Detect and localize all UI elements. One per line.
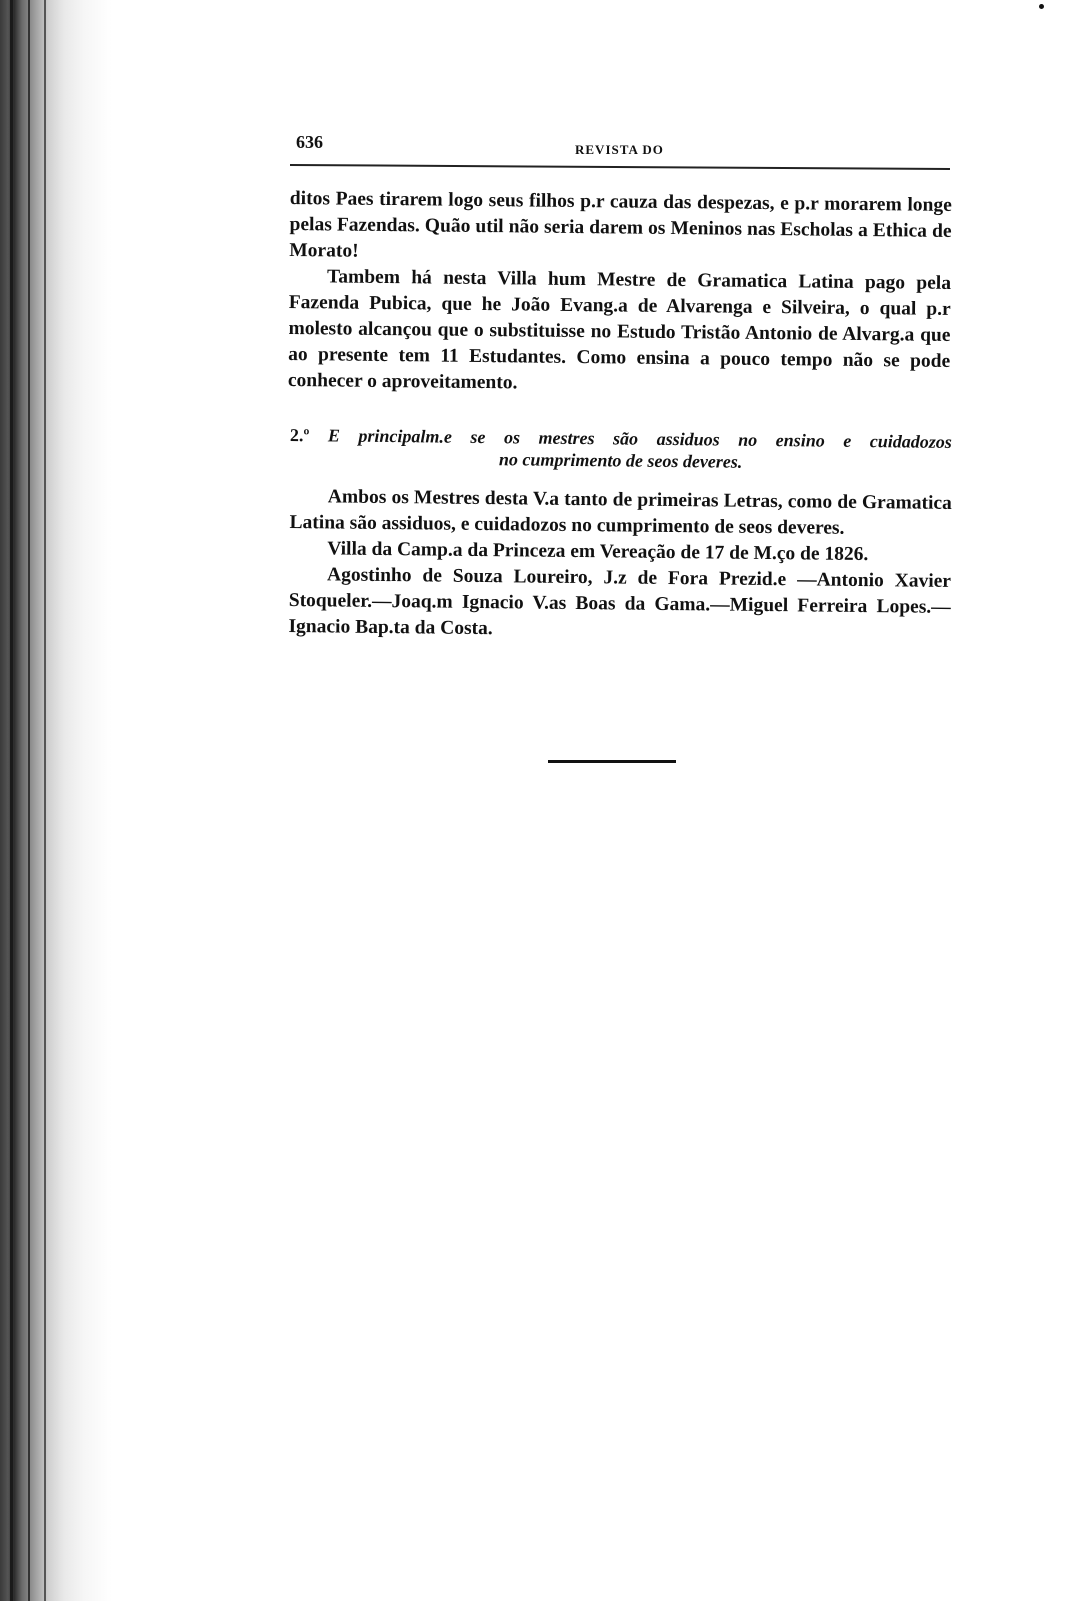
book-page bbox=[287, 128, 960, 640]
paragraph-signatures: Agostinho de Souza Loureiro, J.z de Fora Prezid.e —Antonio Xavier Stoqueler.—Joaq.m Ignacio V.as Boas da Gama.—Miguel Ferreira Lopes.—Ignacio Bap.ta da Costa. bbox=[288, 564, 952, 640]
paragraph-continuation: ditos Paes tirarem logo seus filhos p.r cauza das despezas, e p.r morarem longe pelas Fazendas. Quão util não seria darem os Meninos nas Escholas a Ethica de Morato! bbox=[289, 187, 952, 262]
section-question: E principalm.e se os mestres são assiduos no ensino e cuidadozos bbox=[327, 425, 952, 452]
section-heading-line2: no cumprimento de seos deveres. bbox=[498, 449, 743, 472]
end-rule bbox=[548, 760, 676, 763]
paragraph-date-place: Villa da Camp.a da Princeza em Vereação de 17 de M.ço de 1826. bbox=[327, 538, 869, 566]
paragraph-masters-assiduous: Ambos os Mestres desta V.a tanto de primeiras Letras, como de Gramatica Latina são assiduos, e cuidadozos no cumprimento de seos deveres. bbox=[289, 486, 952, 539]
section-heading bbox=[290, 424, 952, 475]
scan-speck bbox=[1039, 4, 1044, 9]
body-text-top bbox=[288, 186, 952, 401]
spine-edge-line bbox=[10, 0, 13, 1601]
spine-edge-line bbox=[44, 0, 46, 1601]
section-number: 2.º bbox=[289, 424, 310, 446]
journal-title: REVISTA DO bbox=[575, 142, 664, 157]
page-number: 636 bbox=[296, 132, 323, 152]
book-spine-shadow bbox=[0, 0, 112, 1601]
spine-edge-line bbox=[28, 0, 30, 1601]
header-rule bbox=[290, 164, 950, 170]
running-head bbox=[290, 128, 960, 164]
paragraph-grammar-master: Tambem há nesta Villa hum Mestre de Gramatica Latina pago pela Fazenda Pubica, que he João Evang.a de Alvarenga e Silveira, o qual p.r molesto alcançou que o substituisse no Estudo Tristão Antonio de Alvarg.a que ao presente tem 11 Estudantes. Como ensina a pouco tempo não se pode conhecer o aproveitamento. bbox=[287, 266, 952, 394]
body-text-bottom bbox=[288, 484, 952, 647]
